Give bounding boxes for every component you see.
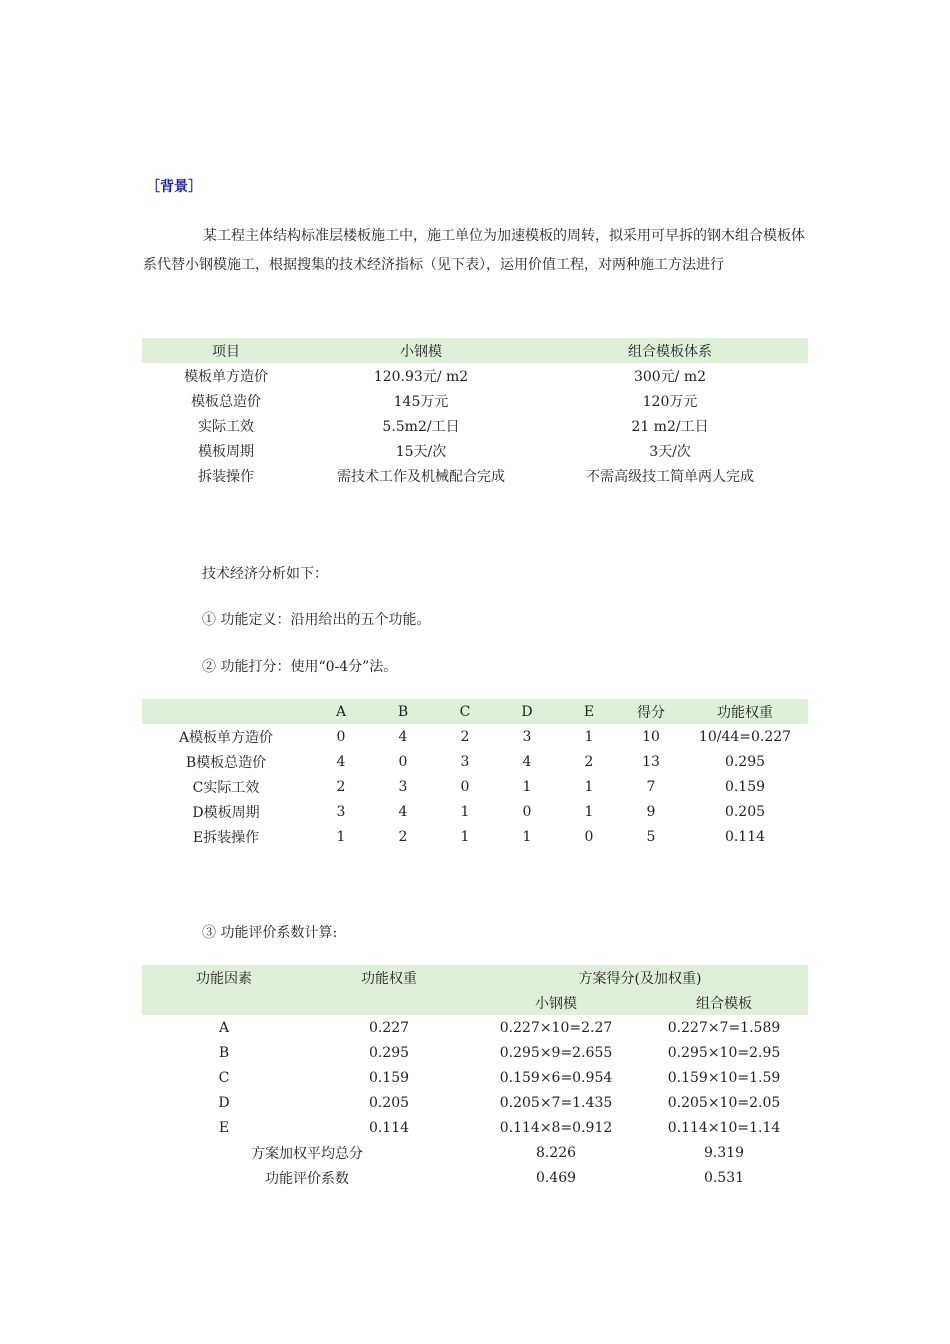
header-cell: C	[434, 699, 496, 724]
cell: 4	[336, 753, 346, 770]
table-row	[142, 363, 808, 388]
cell: 3天/次	[649, 443, 691, 460]
cell: 模板周期	[198, 443, 254, 460]
table-header-row	[142, 965, 808, 990]
cell: 0.227	[368, 1019, 410, 1036]
cell: 7	[646, 778, 656, 795]
cell: 13	[642, 753, 660, 770]
cell: 1	[522, 778, 532, 795]
cell: 4	[398, 803, 408, 820]
cell: 0.295	[368, 1044, 410, 1061]
table-row	[142, 413, 808, 438]
cell: 10	[642, 728, 660, 745]
coefficient-row	[142, 1165, 808, 1190]
comparison-table	[142, 338, 808, 488]
cell: C	[218, 1069, 230, 1086]
cell: 1	[460, 828, 470, 845]
cell: 0	[398, 753, 408, 770]
intro-paragraph: 某工程主体结构标准层楼板施工中，施工单位为加速模板的周转，拟采用可早拆的钢木组合模板体系代替小钢模施工，根据搜集的技术经济指标（见下表），运用价值工程，对两种施工方法进行	[143, 228, 805, 273]
cell: 4	[522, 753, 532, 770]
cell: 需技术工作及机械配合完成	[337, 468, 505, 485]
cell: 0.227×7=1.589	[667, 1019, 781, 1036]
cell: A模板单方造价	[178, 729, 274, 746]
cell: 0	[460, 778, 470, 795]
header-cell: 组合模板	[640, 990, 808, 1015]
cell: 拆装操作	[198, 468, 254, 485]
cell: 2	[398, 828, 408, 845]
cell: 0.295	[724, 753, 766, 770]
cell: 120万元	[642, 393, 698, 410]
cell: 0	[336, 728, 346, 745]
cell: 15天/次	[395, 443, 447, 460]
cell: 9	[646, 803, 656, 820]
cell: 3	[522, 728, 532, 745]
cell: 1	[584, 728, 594, 745]
cell: 0.205	[368, 1094, 410, 1111]
table-row	[142, 774, 808, 799]
cell: 0.531	[703, 1169, 745, 1186]
header-cell	[142, 699, 310, 724]
cell: 1	[584, 803, 594, 820]
table-header-row	[142, 338, 808, 363]
step-2-text: ② 功能打分：使用“0-4分”法。	[202, 659, 398, 675]
table-row	[142, 463, 808, 488]
scoring-table	[142, 699, 808, 849]
cell: 模板单方造价	[184, 368, 268, 385]
table-row	[142, 1065, 808, 1090]
cell: 0.227×10=2.27	[499, 1019, 613, 1036]
cell: 0.114×10=1.14	[667, 1119, 781, 1136]
table-row	[142, 1115, 808, 1140]
cell: 模板总造价	[191, 393, 261, 410]
cell: 8.226	[535, 1144, 577, 1161]
header-cell: 项目	[142, 338, 310, 363]
cell: 0.295×10=2.95	[667, 1044, 781, 1061]
cell: 0.469	[535, 1169, 577, 1186]
header-cell: 组合模板体系	[532, 338, 808, 363]
cell: 0.114	[724, 828, 766, 845]
cell: E拆装操作	[192, 829, 260, 846]
total-row	[142, 1140, 808, 1165]
cell: 3	[336, 803, 346, 820]
cell: 10/44=0.227	[698, 728, 792, 745]
table-row	[142, 1090, 808, 1115]
cell: 2	[460, 728, 470, 745]
cell: 方案加权平均总分	[251, 1145, 363, 1162]
header-cell: 功能因素	[142, 965, 306, 1015]
cell: D	[218, 1094, 230, 1111]
table-header-row	[142, 699, 808, 724]
table-row	[142, 799, 808, 824]
evaluation-table	[142, 965, 808, 1190]
header-cell: 得分	[620, 699, 682, 724]
cell: A	[218, 1019, 230, 1036]
cell: 5.5m2/工日	[382, 418, 460, 435]
table-row	[142, 724, 808, 749]
header-cell: 小钢模	[310, 338, 532, 363]
table-row	[142, 438, 808, 463]
table-row	[142, 388, 808, 413]
cell: 21 m2/工日	[631, 418, 709, 435]
cell: 功能评价系数	[265, 1170, 349, 1187]
cell: 120.93元/ m2	[373, 368, 469, 385]
header-cell: 功能权重	[682, 699, 808, 724]
cell: 0.114	[368, 1119, 410, 1136]
cell: 3	[460, 753, 470, 770]
cell: 0	[584, 828, 594, 845]
cell: 0.159×10=1.59	[667, 1069, 781, 1086]
cell: 0.159	[368, 1069, 410, 1086]
cell: 0.159×6=0.954	[499, 1069, 613, 1086]
header-cell: B	[372, 699, 434, 724]
cell: B	[218, 1044, 230, 1061]
cell: 0	[522, 803, 532, 820]
cell: 1	[522, 828, 532, 845]
cell: C实际工效	[192, 779, 260, 796]
table-row	[142, 749, 808, 774]
table-row	[142, 824, 808, 849]
step-3-text: ③ 功能评价系数计算:	[202, 925, 338, 941]
header-cell: 方案得分(及加权重)	[472, 965, 808, 990]
cell: 2	[336, 778, 346, 795]
analysis-title: 技术经济分析如下：	[202, 566, 328, 582]
section-heading: ［背景］	[146, 179, 202, 195]
header-cell: A	[310, 699, 372, 724]
table-row	[142, 1015, 808, 1040]
cell: 0.114×8=0.912	[499, 1119, 613, 1136]
cell: 0.205×7=1.435	[499, 1094, 613, 1111]
cell: 2	[584, 753, 594, 770]
cell: 145万元	[393, 393, 449, 410]
cell: 不需高级技工简单两人完成	[586, 468, 754, 485]
cell: 实际工效	[198, 418, 254, 435]
cell: E	[218, 1119, 230, 1136]
header-cell: D	[496, 699, 558, 724]
cell: 1	[460, 803, 470, 820]
cell: B模板总造价	[185, 754, 267, 771]
cell: 300元/ m2	[633, 368, 707, 385]
step-1-text: ① 功能定义：沿用给出的五个功能。	[202, 612, 431, 628]
cell: 4	[398, 728, 408, 745]
cell: 0.205×10=2.05	[667, 1094, 781, 1111]
cell: 1	[336, 828, 346, 845]
cell: D模板周期	[192, 804, 260, 821]
cell: 1	[584, 778, 594, 795]
header-cell: E	[558, 699, 620, 724]
cell: 0.159	[724, 778, 766, 795]
cell: 3	[398, 778, 408, 795]
cell: 0.205	[724, 803, 766, 820]
header-cell: 小钢模	[472, 990, 640, 1015]
cell: 9.319	[703, 1144, 745, 1161]
cell: 0.295×9=2.655	[499, 1044, 613, 1061]
cell: 5	[646, 828, 656, 845]
header-cell: 功能权重	[306, 965, 472, 1015]
table-row	[142, 1040, 808, 1065]
